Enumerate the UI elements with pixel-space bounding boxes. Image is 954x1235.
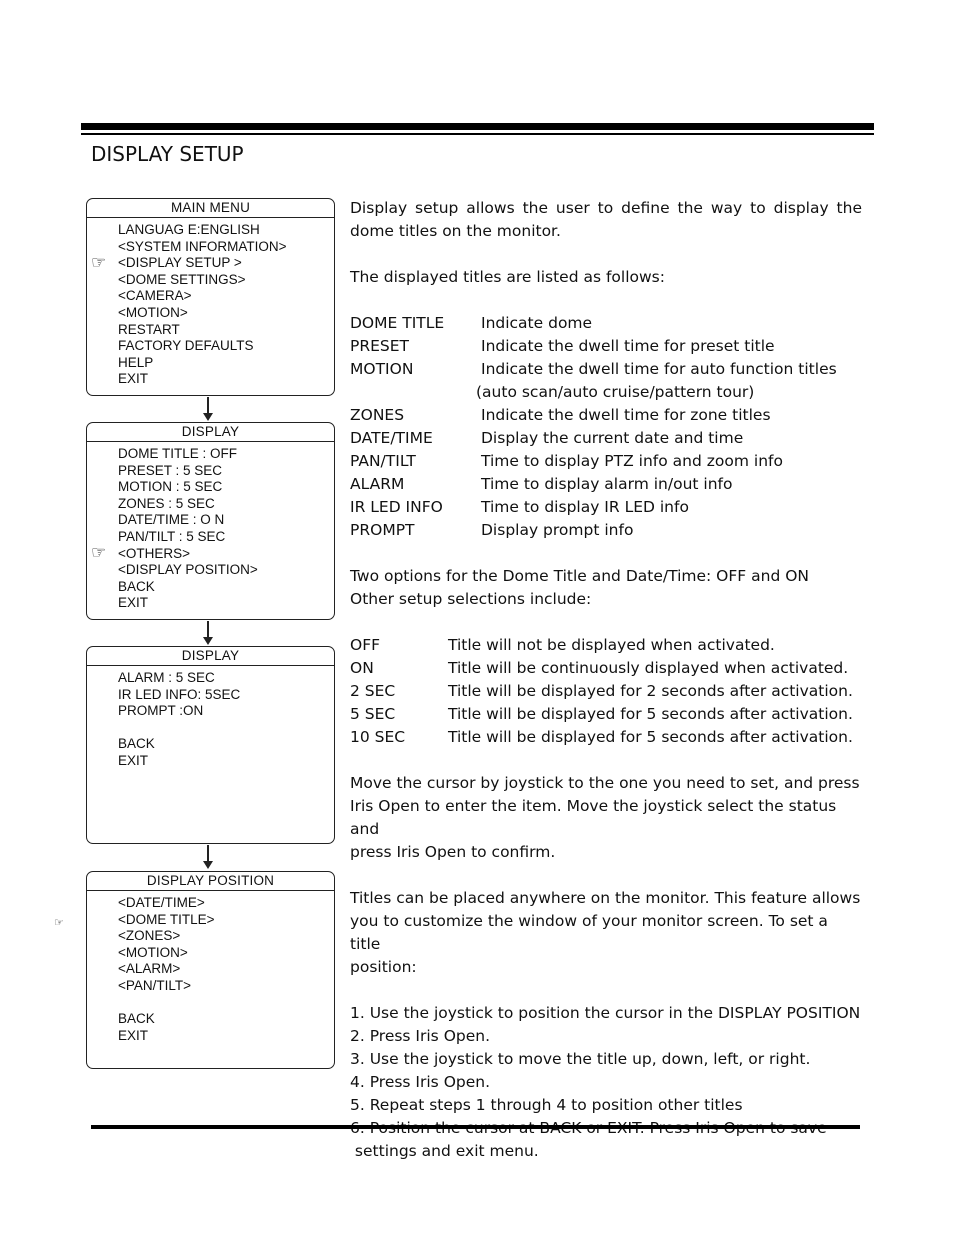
menu-item-language[interactable]: LANGUAG E:ENGLISH bbox=[118, 222, 260, 237]
step-line: 4. Press Iris Open. bbox=[350, 1073, 491, 1091]
option-row bbox=[350, 703, 862, 726]
option-name: ON bbox=[350, 659, 374, 677]
step-line: 5. Repeat steps 1 through 4 to position other titles bbox=[350, 1096, 743, 1114]
bottom-rule bbox=[91, 1125, 860, 1129]
option-row bbox=[350, 657, 862, 680]
title-row bbox=[350, 312, 862, 335]
title-desc: Indicate the dwell time for auto function titles bbox=[481, 360, 837, 378]
title-desc: Indicate dome bbox=[481, 314, 593, 332]
list-intro: The displayed titles are listed as follows: bbox=[350, 268, 665, 286]
menu-item-motion[interactable]: <MOTION> bbox=[118, 944, 188, 960]
title-name: MOTION bbox=[350, 360, 414, 378]
description-column bbox=[350, 197, 862, 1163]
arrow-down-icon bbox=[203, 637, 213, 645]
menu-item-back[interactable]: BACK bbox=[118, 1011, 155, 1027]
menu-item-zones[interactable]: ZONES : 5 SEC bbox=[118, 495, 215, 511]
cursor-instructions-line: press Iris Open to confirm. bbox=[350, 843, 556, 861]
options-line: Other setup selections include: bbox=[350, 590, 592, 608]
menu-item-restart[interactable]: RESTART bbox=[118, 321, 180, 337]
menu-item-prompt[interactable]: PROMPT :ON bbox=[118, 703, 204, 719]
option-row bbox=[350, 634, 862, 657]
title-row bbox=[350, 450, 862, 473]
menu-item-zones[interactable]: <ZONES> bbox=[118, 928, 181, 944]
title-desc: Display prompt info bbox=[481, 521, 634, 539]
title-desc: Display the current date and time bbox=[481, 429, 744, 447]
position-intro-line: position: bbox=[350, 958, 417, 976]
menu-item-back[interactable]: BACK bbox=[118, 736, 155, 752]
menu-items bbox=[87, 666, 334, 770]
title-desc: Time to display alarm in/out info bbox=[481, 475, 733, 493]
title-desc: (auto scan/auto cruise/pattern tour) bbox=[476, 383, 755, 401]
menu-items bbox=[87, 218, 334, 388]
option-name: 2 SEC bbox=[350, 682, 396, 700]
menu-item-pan-tilt[interactable]: <PAN/TILT> bbox=[118, 977, 192, 993]
menu-item-dome-settings[interactable]: <DOME SETTINGS> bbox=[118, 271, 246, 287]
menu-item-dome-title[interactable]: DOME TITLE : OFF bbox=[118, 446, 238, 461]
menu-item-date-time[interactable]: DATE/TIME : O N bbox=[118, 512, 225, 528]
arrow-down-icon bbox=[207, 845, 209, 862]
title-desc: Time to display PTZ info and zoom info bbox=[481, 452, 783, 470]
menu-item-exit[interactable]: EXIT bbox=[118, 371, 149, 387]
menu-item-alarm[interactable]: <ALARM> bbox=[118, 961, 181, 977]
menu-header: MAIN MENU bbox=[87, 199, 334, 218]
title-name: PROMPT bbox=[350, 521, 415, 539]
title-row bbox=[350, 404, 862, 427]
pointing-hand-icon: ☞ bbox=[91, 543, 107, 562]
menu-item-exit[interactable]: EXIT bbox=[118, 1027, 149, 1043]
display-others-menu-box bbox=[86, 646, 335, 844]
intro-paragraph: Display setup allows the user to define the way to display the dome titles on the monitor. bbox=[350, 199, 862, 240]
title-name: ALARM bbox=[350, 475, 405, 493]
title-row bbox=[350, 335, 862, 358]
menu-item-help[interactable]: HELP bbox=[118, 354, 154, 370]
title-desc: Time to display IR LED info bbox=[481, 498, 689, 516]
menu-item-camera[interactable]: <CAMERA> bbox=[118, 288, 192, 304]
menu-item-dome-title[interactable]: <DOME TITLE> bbox=[118, 911, 215, 927]
page-title: DISPLAY SETUP bbox=[91, 142, 244, 166]
menu-items bbox=[87, 442, 334, 612]
option-desc: Title will be displayed for 5 seconds after activation. bbox=[448, 728, 853, 746]
display-menu-box bbox=[86, 422, 335, 620]
option-name: 10 SEC bbox=[350, 728, 406, 746]
menu-item-system-information[interactable]: <SYSTEM INFORMATION> bbox=[118, 238, 287, 254]
step-line: 1. Use the joystick to position the cursor in the DISPLAY POSITION bbox=[350, 1004, 861, 1022]
arrow-down-icon bbox=[203, 861, 213, 869]
menu-header: DISPLAY bbox=[87, 647, 334, 666]
top-thin-rule bbox=[81, 133, 874, 135]
title-row bbox=[350, 358, 862, 381]
title-name: DATE/TIME bbox=[350, 429, 433, 447]
pointing-hand-icon: ☞ bbox=[91, 253, 107, 272]
step-line: 2. Press Iris Open. bbox=[350, 1027, 491, 1045]
display-position-menu-box bbox=[86, 871, 335, 1069]
option-desc: Title will be continuously displayed when activated. bbox=[448, 659, 849, 677]
title-row-continuation bbox=[350, 381, 862, 404]
position-intro-line: you to customize the window of your monitor screen. To set a title bbox=[350, 912, 828, 953]
menu-item-factory-defaults[interactable]: FACTORY DEFAULTS bbox=[118, 338, 254, 354]
menu-item-alarm[interactable]: ALARM : 5 SEC bbox=[118, 670, 215, 685]
cursor-instructions-line: Move the cursor by joystick to the one you need to set, and press bbox=[350, 774, 860, 792]
menu-spacer bbox=[118, 995, 334, 1012]
step-line: 3. Use the joystick to move the title up, down, left, or right. bbox=[350, 1050, 811, 1068]
cursor-instructions-line: Iris Open to enter the item. Move the joystick select the status and bbox=[350, 797, 837, 838]
title-name: IR LED INFO bbox=[350, 498, 443, 516]
title-name: ZONES bbox=[350, 406, 405, 424]
menu-item-motion[interactable]: MOTION : 5 SEC bbox=[118, 479, 223, 495]
option-row bbox=[350, 680, 862, 703]
menu-item-display-position[interactable]: <DISPLAY POSITION> bbox=[118, 562, 258, 578]
title-name: PAN/TILT bbox=[350, 452, 416, 470]
menu-item-ir-led-info[interactable]: IR LED INFO: 5SEC bbox=[118, 686, 241, 702]
title-row bbox=[350, 427, 862, 450]
title-row bbox=[350, 473, 862, 496]
arrow-down-icon bbox=[203, 413, 213, 421]
pointing-hand-icon: ☞ bbox=[54, 917, 64, 929]
menu-item-date-time[interactable]: <DATE/TIME> bbox=[118, 895, 205, 910]
menu-item-exit[interactable]: EXIT bbox=[118, 595, 149, 611]
menu-item-pan-tilt[interactable]: PAN/TILT : 5 SEC bbox=[118, 528, 226, 544]
title-row bbox=[350, 496, 862, 519]
arrow-down-icon bbox=[207, 621, 209, 638]
menu-item-back[interactable]: BACK bbox=[118, 578, 155, 594]
title-row bbox=[350, 519, 862, 542]
title-name: DOME TITLE bbox=[350, 314, 445, 332]
menu-item-exit[interactable]: EXIT bbox=[118, 752, 149, 768]
menu-item-display-setup[interactable]: <DISPLAY SETUP > bbox=[118, 255, 242, 271]
menu-header: DISPLAY bbox=[87, 423, 334, 442]
option-desc: Title will not be displayed when activated. bbox=[448, 636, 775, 654]
title-desc: Indicate the dwell time for zone titles bbox=[481, 406, 771, 424]
option-desc: Title will be displayed for 2 seconds after activation. bbox=[448, 682, 853, 700]
option-desc: Title will be displayed for 5 seconds after activation. bbox=[448, 705, 853, 723]
top-thick-rule bbox=[81, 123, 874, 130]
option-name: 5 SEC bbox=[350, 705, 396, 723]
title-name: PRESET bbox=[350, 337, 410, 355]
menu-spacer bbox=[118, 720, 334, 737]
arrow-down-icon bbox=[207, 397, 209, 414]
menu-items bbox=[87, 891, 334, 1044]
main-menu-box bbox=[86, 198, 335, 396]
menu-item-others[interactable]: <OTHERS> bbox=[118, 545, 191, 561]
title-desc: Indicate the dwell time for preset title bbox=[481, 337, 775, 355]
step-line: settings and exit menu. bbox=[350, 1142, 539, 1160]
position-intro-line: Titles can be placed anywhere on the monitor. This feature allows bbox=[350, 889, 861, 907]
options-line: Two options for the Dome Title and Date/Time: OFF and ON bbox=[350, 567, 810, 585]
menu-item-preset[interactable]: PRESET : 5 SEC bbox=[118, 462, 223, 478]
option-row bbox=[350, 726, 862, 749]
menu-header: DISPLAY POSITION bbox=[87, 872, 334, 891]
menu-item-motion[interactable]: <MOTION> bbox=[118, 304, 188, 320]
option-name: OFF bbox=[350, 636, 381, 654]
